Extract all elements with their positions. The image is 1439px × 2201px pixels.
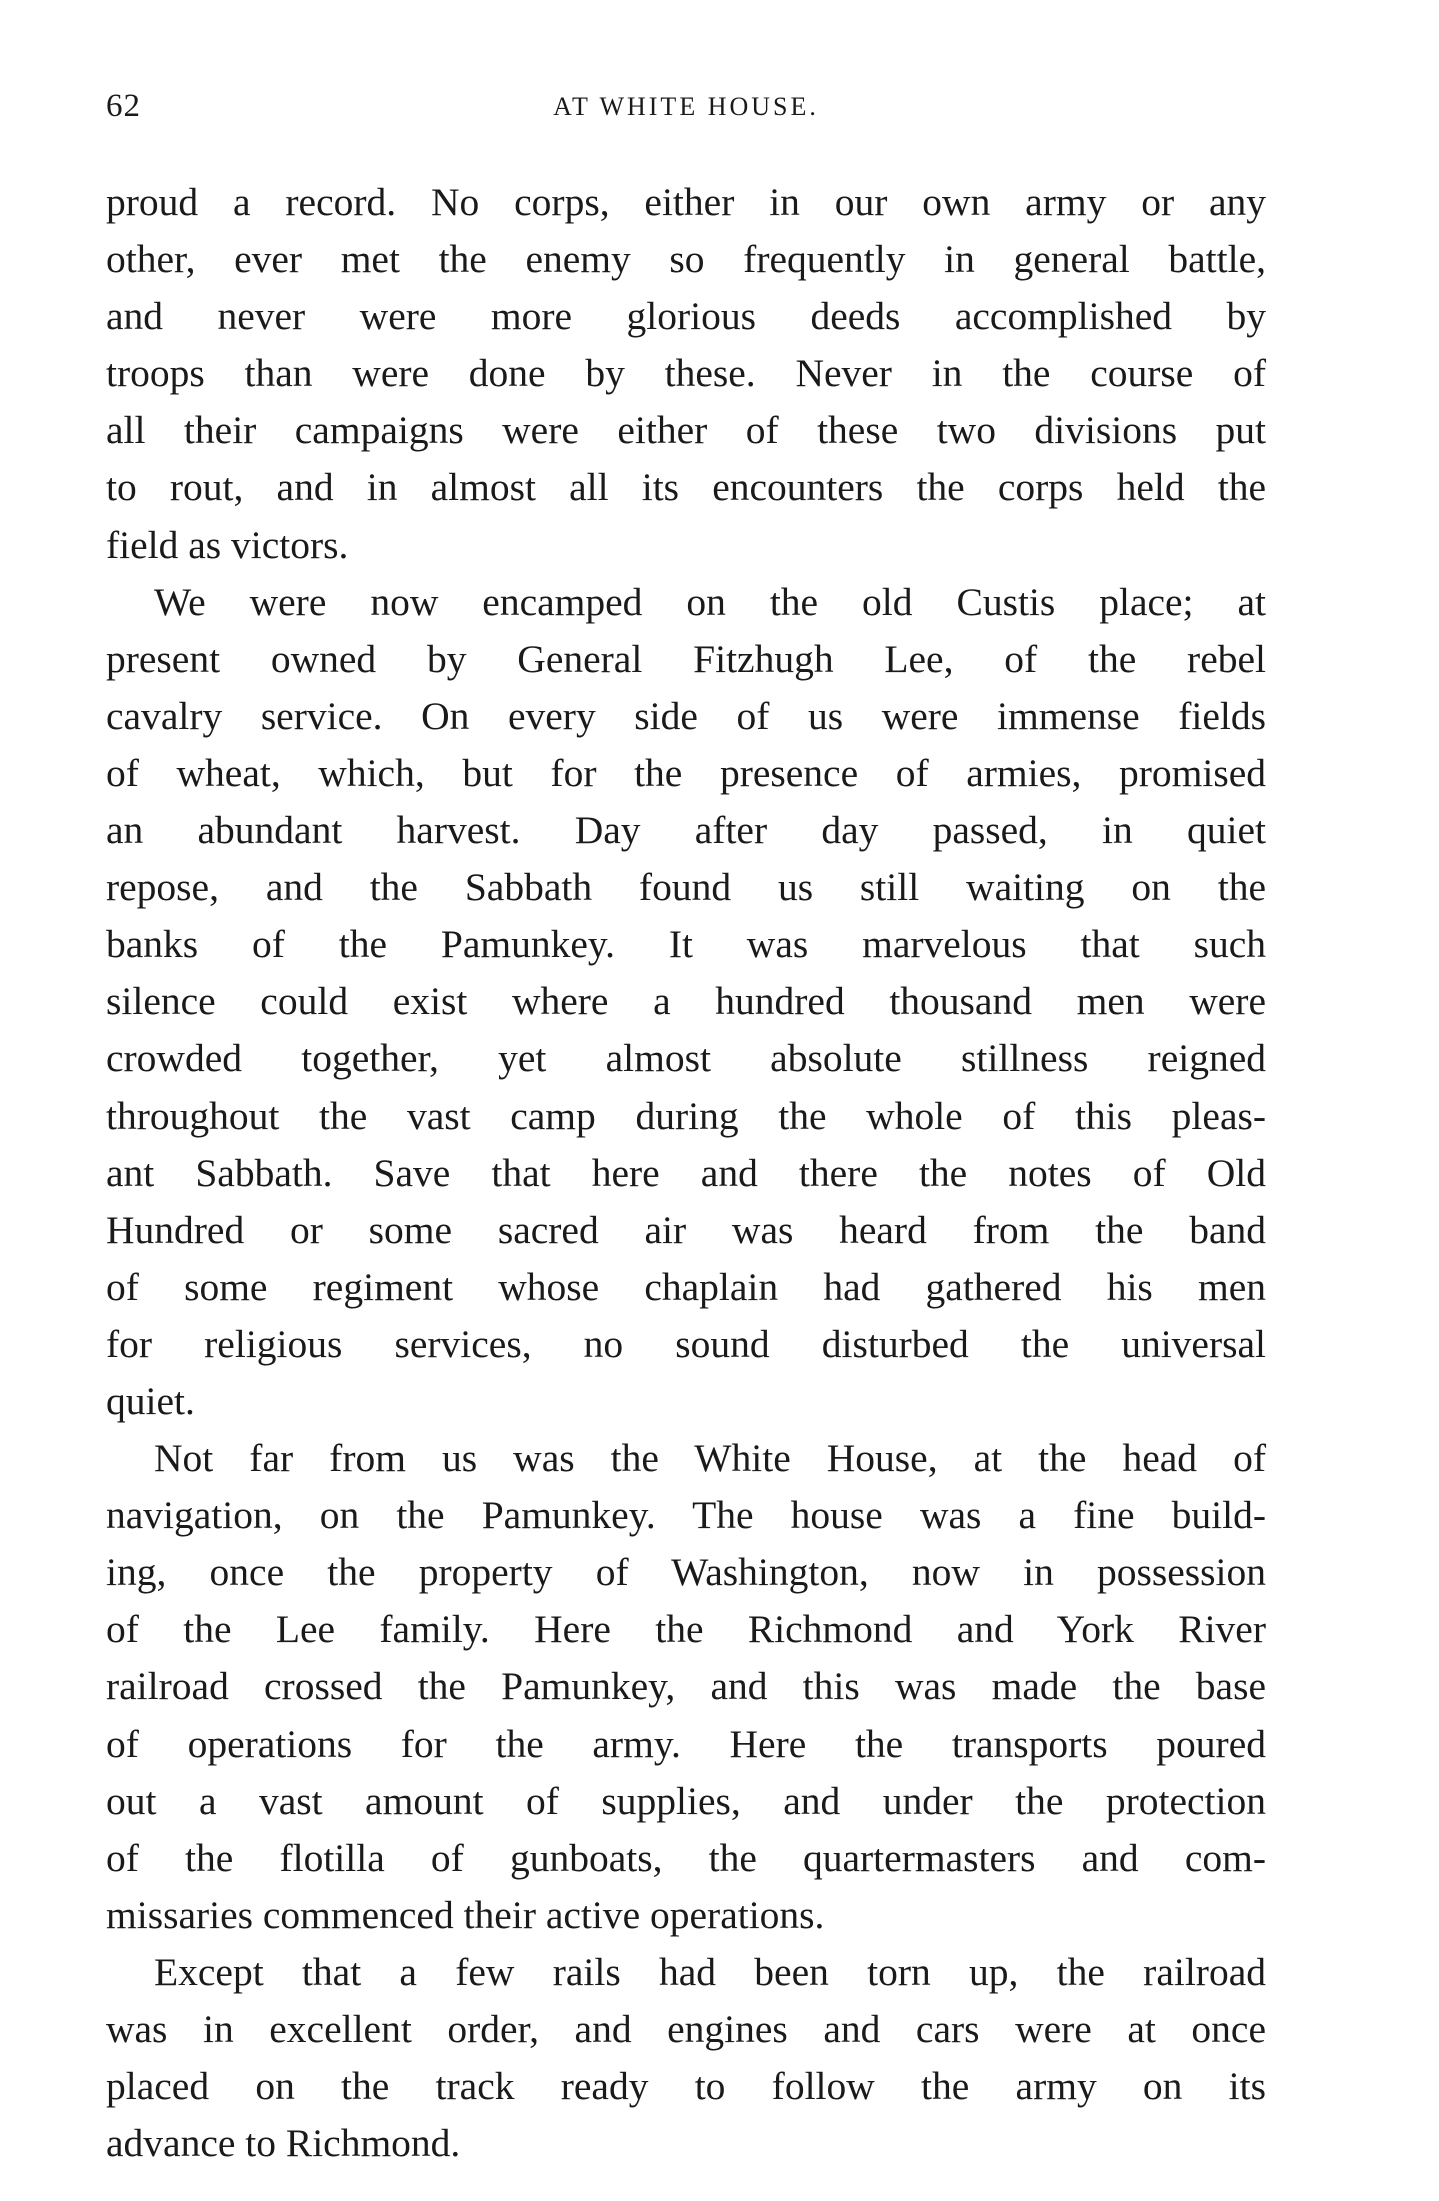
paragraph-start-line: Except that a few rails had been torn up, the railroad [154,1949,1266,1994]
text-line: advance to Richmond. [106,2121,461,2166]
text-line: silence could exist where a hundred thousand men were [106,979,1266,1024]
text-line: placed on the track ready to follow the army on its [106,2064,1266,2109]
text-line: quiet. [106,1378,195,1423]
text-line: all their campaigns were either of these two divisions put [106,408,1266,453]
text-line: other, ever met the enemy so frequently in general battle, [106,237,1266,282]
text-line: railroad crossed the Pamunkey, and this was made the base [106,1664,1266,1709]
running-head [106,88,1266,132]
text-line: crowded together, yet almost absolute stillness reigned [106,1036,1266,1081]
text-line: banks of the Pamunkey. It was marvelous that such [106,922,1266,967]
text-line: and never were more glorious deeds accomplished by [106,294,1266,339]
text-line: was in excellent order, and engines and cars were at once [106,2007,1266,2051]
text-line: an abundant harvest. Day after day passed, in quiet [106,808,1266,853]
text-line: ing, once the property of Washington, now in possession [106,1550,1266,1595]
text-line: proud a record. No corps, either in our own army or any [106,180,1266,224]
text-line: ant Sabbath. Save that here and there the notes of Old [106,1150,1266,1195]
text-line: throughout the vast camp during the whole of this pleas- [106,1093,1266,1138]
text-line: field as victors. [106,522,349,567]
page-number: 62 [106,88,141,124]
text-line: Hundred or some sacred air was heard from the band [106,1207,1266,1252]
paragraph-start-line: We were now encamped on the old Custis place; at [154,579,1266,624]
text-line: of some regiment whose chaplain had gathered his men [106,1264,1266,1309]
text-line: of the Lee family. Here the Richmond and York River [106,1607,1266,1652]
text-line: cavalry service. On every side of us were immense fields [106,693,1266,738]
text-line: present owned by General Fitzhugh Lee, of the rebel [106,636,1266,681]
text-line: of operations for the army. Here the transports poured [106,1721,1266,1766]
text-line: for religious services, no sound disturbed the universal [106,1321,1266,1366]
text-line: repose, and the Sabbath found us still waiting on the [106,865,1266,910]
text-line: to rout, and in almost all its encounters the corps held the [106,465,1266,510]
paragraph-start-line: Not far from us was the White House, at the head of [154,1436,1266,1481]
running-title: AT WHITE HOUSE. [553,92,819,121]
body-text [106,174,1266,2172]
text-line: navigation, on the Pamunkey. The house was a fine build- [106,1493,1266,1538]
text-line: out a vast amount of supplies, and under the protection [106,1778,1266,1823]
text-line: missaries commenced their active operations. [106,1892,825,1937]
text-line: of wheat, which, but for the presence of armies, promised [106,750,1266,795]
text-line: of the flotilla of gunboats, the quartermasters and com- [106,1835,1266,1880]
text-line: troops than were done by these. Never in the course of [106,351,1266,396]
